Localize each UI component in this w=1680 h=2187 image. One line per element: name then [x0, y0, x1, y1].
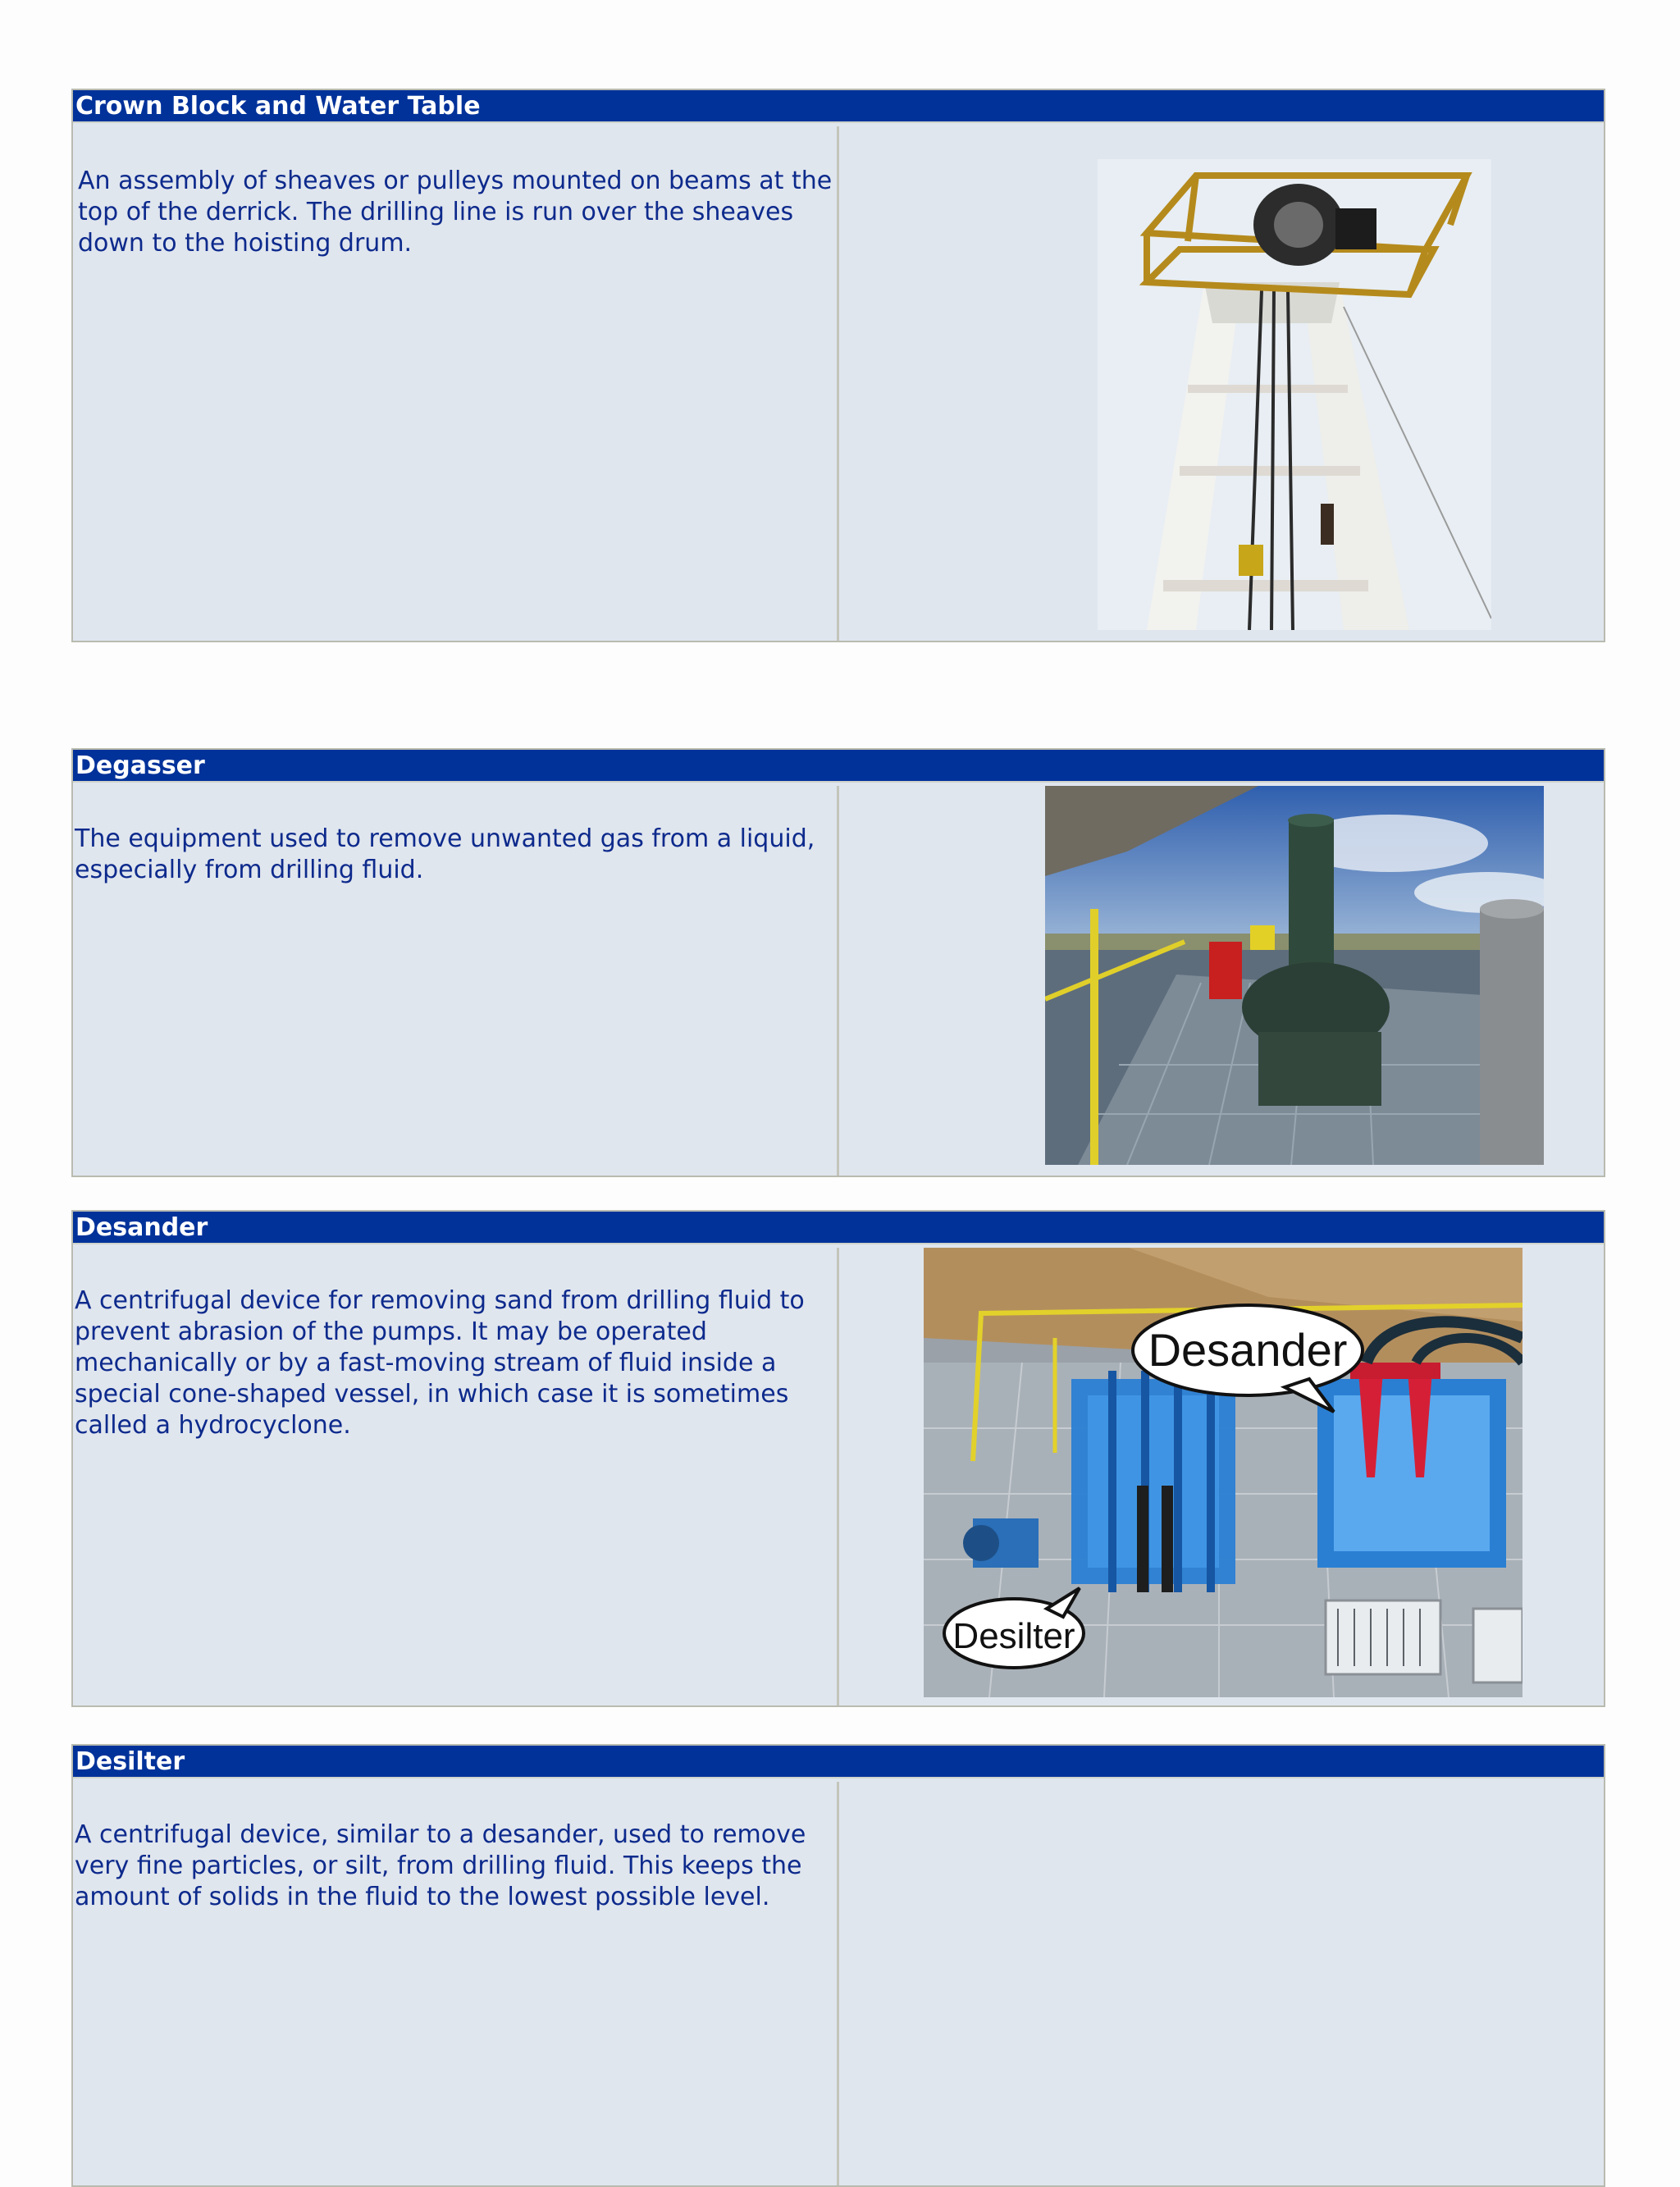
- entry-title: Desilter: [73, 1746, 1604, 1778]
- entry-image-cell: [842, 786, 1604, 1176]
- entry-body: [73, 786, 1604, 1176]
- entry-description: An assembly of sheaves or pulleys mounted on beams at the top of the derrick. The drilling line is run over the sheaves down to the hoisting drum.: [73, 126, 839, 641]
- degasser-photo: [1045, 786, 1544, 1165]
- entry-description: The equipment used to remove unwanted gas from a liquid, especially from drilling fluid.: [73, 786, 839, 1176]
- entry-title: Crown Block and Water Table: [73, 90, 1604, 123]
- entry-title: Desander: [73, 1212, 1604, 1244]
- entry-image-cell: [842, 126, 1604, 641]
- entry-body: [73, 1782, 1604, 2185]
- entry-description: A centrifugal device for removing sand from drilling fluid to prevent abrasion of the pumps. It may be operated mechanically or by a fast-moving stream of fluid inside a special cone-shaped vessel, in which case it is sometimes called a hydrocyclone.: [73, 1248, 839, 1705]
- crown-block-photo: [1098, 159, 1491, 630]
- entry-body: [73, 126, 1604, 641]
- desander-callout-label: Desander: [1148, 1324, 1348, 1376]
- entry-image-cell: [842, 1782, 1604, 2185]
- glossary-entry-crown-block: [71, 89, 1605, 642]
- desander-photo: [924, 1248, 1522, 1697]
- desilter-callout-label: Desilter: [952, 1616, 1075, 1656]
- entry-body: [73, 1248, 1604, 1705]
- entry-description: A centrifugal device, similar to a desander, used to remove very fine particles, or silt, from drilling fluid. This keeps the amount of solids in the fluid to the lowest possible level.: [73, 1782, 839, 2185]
- glossary-entry-desilter: [71, 1744, 1605, 2187]
- glossary-entry-degasser: [71, 748, 1605, 1177]
- glossary-entry-desander: [71, 1210, 1605, 1707]
- entry-title: Degasser: [73, 750, 1604, 783]
- entry-image-cell: [842, 1248, 1604, 1705]
